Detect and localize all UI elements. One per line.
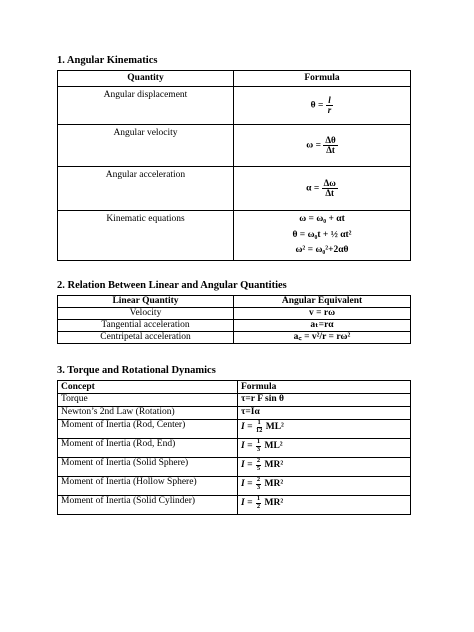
concept-cell: Moment of Inertia (Rod, End) <box>58 439 238 458</box>
formula-lhs: I = <box>241 441 253 452</box>
formula-cell <box>234 125 411 167</box>
fraction-numerator: 2 <box>256 476 261 483</box>
concept-cell: Moment of Inertia (Solid Cylinder) <box>58 496 238 515</box>
fraction-denominator: 2 <box>256 502 261 510</box>
concept-cell: Moment of Inertia (Rod, Center) <box>58 420 238 439</box>
column-header-formula: Formula <box>234 71 411 87</box>
torque-dynamics-table <box>57 380 411 515</box>
formula-cell: τ=r F sin θ <box>238 394 411 407</box>
angular-kinematics-table <box>57 70 411 261</box>
fraction-numerator: 2 <box>256 457 261 464</box>
column-header-angular-equivalent: Angular Equivalent <box>234 296 411 308</box>
kinematic-equation: ω² = ω₀²+2αθ <box>295 245 349 256</box>
fraction <box>256 477 261 491</box>
fraction-numerator: l <box>328 95 331 105</box>
column-header-quantity: Quantity <box>58 71 234 87</box>
formula-cell <box>238 496 411 515</box>
angular-cell: a꜀ = v²/r = rω² <box>234 332 411 344</box>
column-header-linear-quantity: Linear Quantity <box>58 296 234 308</box>
formula-rhs: MR² <box>264 479 284 490</box>
formula-cell <box>234 211 411 261</box>
formula-lhs: I = <box>241 422 253 433</box>
column-header-formula: Formula <box>238 381 411 394</box>
fraction-denominator: r <box>327 105 332 115</box>
column-header-concept: Concept <box>58 381 238 394</box>
fraction-denominator: 3 <box>256 445 261 453</box>
concept-cell: Moment of Inertia (Hollow Sphere) <box>58 477 238 496</box>
formula-rhs: MR² <box>264 460 284 471</box>
kinematic-equation: ω = ω₀ + αt <box>299 213 345 224</box>
quantity-cell: Angular displacement <box>58 87 234 125</box>
fraction <box>326 96 334 115</box>
angular-cell: v = rω <box>234 308 411 320</box>
fraction <box>256 420 263 434</box>
quantity-cell: Angular acceleration <box>58 167 234 211</box>
formula-lhs: I = <box>241 498 253 509</box>
fraction <box>256 439 261 453</box>
table-row <box>58 420 411 439</box>
linear-cell: Tangential acceleration <box>58 320 234 332</box>
fraction-numerator: 1 <box>257 419 261 426</box>
fraction-numerator: Δθ <box>325 135 336 145</box>
table-header-row <box>58 296 411 308</box>
formula-cell: τ=Iα <box>238 407 411 420</box>
formula-lhs: θ = <box>310 100 324 111</box>
formula-cell <box>238 439 411 458</box>
table-row <box>58 439 411 458</box>
fraction-denominator: Δt <box>326 145 335 155</box>
table-row <box>58 458 411 477</box>
table-row <box>58 87 411 125</box>
section-title-linear-angular: 2. Relation Between Linear and Angular Quantities <box>57 280 287 291</box>
formula-lhs: I = <box>241 460 253 471</box>
table-row <box>58 320 411 332</box>
quantity-cell: Angular velocity <box>58 125 234 167</box>
formula-lhs: ω = <box>306 140 321 151</box>
table-header-row <box>58 381 411 394</box>
fraction-denominator: Δt <box>325 188 335 198</box>
table-row <box>58 167 411 211</box>
table-row <box>58 496 411 515</box>
fraction-denominator: 12 <box>255 426 263 434</box>
formula-cell <box>238 477 411 496</box>
formula-lhs: α = <box>306 183 320 194</box>
kinematic-equation: θ = ω₀t + ½ αt² <box>292 229 352 240</box>
formula-rhs: ML² <box>264 441 283 452</box>
fraction <box>256 496 261 510</box>
table-header-row <box>58 71 411 87</box>
fraction-numerator: 1 <box>256 438 261 445</box>
fraction-denominator: 3 <box>256 483 261 491</box>
formula-cell <box>238 458 411 477</box>
fraction-numerator: 1 <box>256 495 261 502</box>
concept-cell: Moment of Inertia (Solid Sphere) <box>58 458 238 477</box>
angular-cell: aₜ=rα <box>234 320 411 332</box>
linear-cell: Centripetal acceleration <box>58 332 234 344</box>
linear-angular-table <box>57 295 411 344</box>
fraction-denominator: 5 <box>256 464 261 472</box>
table-row <box>58 477 411 496</box>
fraction <box>323 136 337 155</box>
formula-cell <box>238 420 411 439</box>
formula-cell <box>234 167 411 211</box>
concept-cell: Torque <box>58 394 238 407</box>
table-row <box>58 332 411 344</box>
formula-rhs: MR² <box>264 498 284 509</box>
fraction <box>322 179 338 198</box>
concept-cell: Newton’s 2nd Law (Rotation) <box>58 407 238 420</box>
linear-cell: Velocity <box>58 308 234 320</box>
formula-rhs: ML² <box>265 422 284 433</box>
table-row <box>58 394 411 407</box>
table-row <box>58 308 411 320</box>
quantity-cell: Kinematic equations <box>58 211 234 261</box>
fraction <box>256 458 261 472</box>
table-row <box>58 125 411 167</box>
table-row <box>58 211 411 261</box>
formula-lhs: I = <box>241 479 253 490</box>
table-row <box>58 407 411 420</box>
formula-cell <box>234 87 411 125</box>
fraction-numerator: Δω <box>323 178 336 188</box>
section-title-torque-dynamics: 3. Torque and Rotational Dynamics <box>57 365 216 376</box>
section-title-angular-kinematics: 1. Angular Kinematics <box>57 55 158 66</box>
